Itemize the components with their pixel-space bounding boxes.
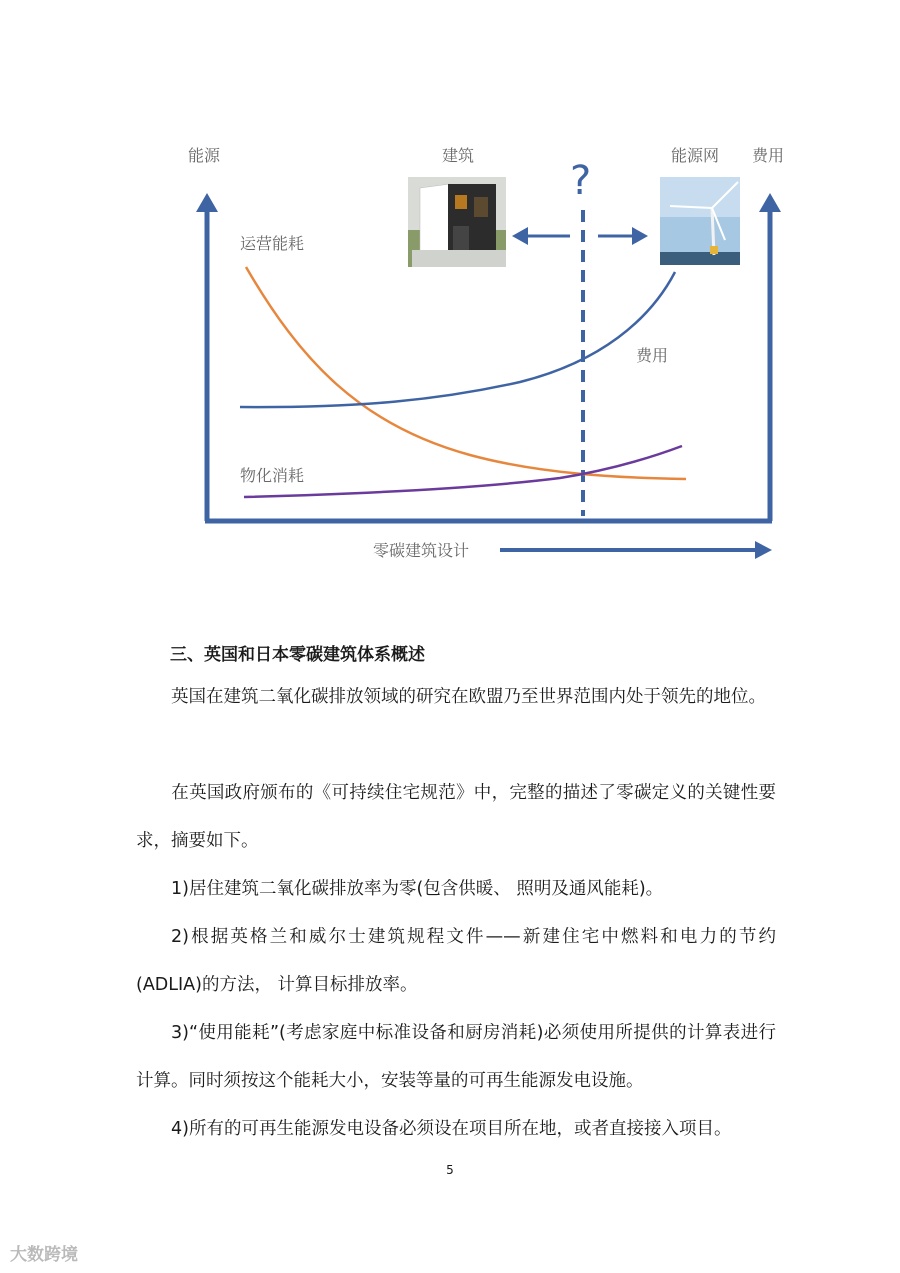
- paragraph-3: 1)居住建筑二氧化碳排放率为零(包含供暖、 照明及通风能耗)。: [171, 879, 664, 899]
- cost-curve-label: 费用: [636, 346, 669, 365]
- embodied-energy-label: 物化消耗: [240, 466, 305, 485]
- left-y-axis-arrow: [196, 193, 218, 212]
- x-axis-label: 零碳建筑设计: [373, 541, 470, 560]
- energy-cost-diagram: [0, 0, 900, 600]
- operating-energy-curve: [246, 267, 686, 479]
- arrow-to-grid-head: [632, 227, 648, 245]
- paragraph-6: 4)所有的可再生能源发电设备必须设在项目所在地，或者直接接入项目。: [171, 1119, 732, 1139]
- arrow-to-building-head: [512, 227, 528, 245]
- wind-turbine-image: [660, 177, 740, 265]
- x-direction-arrowhead: [755, 541, 772, 559]
- right-axis-label: 费用: [752, 146, 785, 165]
- section-title: 三、英国和日本零碳建筑体系概述: [170, 645, 425, 665]
- paragraph-5: 3)“使用能耗”(考虑家庭中标准设备和厨房消耗)必须使用所提供的计算表进行计算。同时须按这个能耗大小，安装等量的可再生能源发电设施。: [136, 1023, 776, 1091]
- building-label: 建筑: [442, 146, 475, 165]
- paragraph-2: 在英国政府颁布的《可持续住宅规范》中，完整的描述了零碳定义的关键性要求，摘要如下。: [136, 783, 776, 851]
- operating-energy-label: 运营能耗: [240, 234, 305, 253]
- grid-label: 能源网: [671, 146, 720, 165]
- page-number: 5: [446, 1163, 454, 1177]
- watermark-logo: 大数跨境: [10, 1245, 78, 1265]
- paragraph-4: 2)根据英格兰和威尔士建筑规程文件——新建住宅中燃料和电力的节约(ADLIA)的方法， 计算目标排放率。: [136, 927, 776, 995]
- paragraph-1: 英国在建筑二氧化碳排放领域的研究在欧盟乃至世界范围内处于领先的地位。: [171, 687, 766, 707]
- right-y-axis-arrow: [759, 193, 781, 212]
- question-mark: ?: [570, 158, 592, 204]
- cost-curve: [240, 272, 675, 407]
- left-axis-label: 能源: [188, 146, 221, 165]
- building-image: [408, 177, 506, 267]
